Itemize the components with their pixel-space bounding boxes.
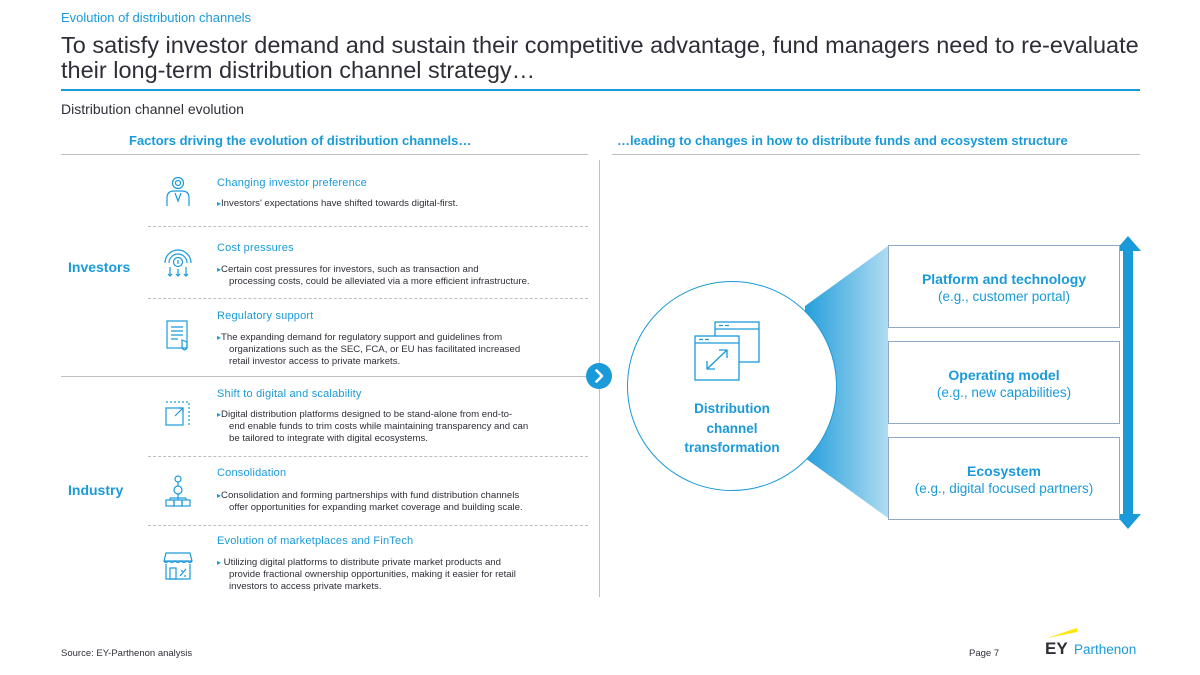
factor-title-regulatory-support: Regulatory support: [217, 310, 314, 322]
group-label-industry: Industry: [68, 482, 124, 498]
regulatory-document-icon: [161, 318, 195, 352]
group-divider: [61, 376, 588, 377]
transformation-icon: [693, 320, 763, 384]
factor-separator: [148, 298, 588, 299]
left-heading-rule: [61, 154, 588, 155]
scalability-icon: [161, 396, 195, 430]
cost-pressure-icon: [161, 245, 195, 279]
right-column-heading: …leading to changes in how to distribute funds and ecosystem structure: [617, 133, 1068, 148]
outcome-box-operating-model: Operating model (e.g., new capabilities): [888, 341, 1120, 424]
logo-beam-icon: [1047, 628, 1077, 638]
outcome-box-platform: Platform and technology (e.g., customer portal): [888, 245, 1120, 328]
factor-separator: [148, 226, 588, 227]
factor-separator: [148, 456, 588, 457]
factor-text-consolidation: ▸Consolidation and forming partnerships with fund distribution channels offer opportunities for expanding market coverage and building scale.: [217, 490, 523, 513]
factor-title-digital-scalability: Shift to digital and scalability: [217, 388, 362, 400]
group-label-investors: Investors: [68, 259, 131, 275]
source-note: Source: EY-Parthenon analysis: [61, 648, 193, 659]
factor-title-marketplaces-fintech: Evolution of marketplaces and FinTech: [217, 535, 414, 547]
investor-icon: [161, 174, 195, 208]
page-number: Page 7: [969, 648, 1000, 659]
factor-text-cost-pressures: ▸Certain cost pressures for investors, such as transaction and processing costs, could be alleviated via a more efficient infrastructure.: [217, 264, 530, 287]
section-kicker: Evolution of distribution channels: [61, 10, 252, 25]
factor-title-investor-preference: Changing investor preference: [217, 177, 367, 189]
circle-label: Distribution channel transformation: [684, 401, 780, 455]
ey-parthenon-logo: EY Parthenon: [1045, 628, 1145, 658]
transformation-circle: [627, 281, 837, 491]
factor-title-cost-pressures: Cost pressures: [217, 242, 294, 254]
factor-text-digital-scalability: ▸Digital distribution platforms designed to be stand-alone from end-to- end enable funds to trim costs while maintaining transparency and can be tailored to integrate with digital ecosystems.: [217, 409, 529, 444]
outcome-box-ecosystem: Ecosystem (e.g., digital focused partners): [888, 437, 1120, 520]
page-title: To satisfy investor demand and sustain their competitive advantage, fund managers need to re-evaluate their long-term distribution channel strategy…: [61, 32, 1139, 83]
right-heading-rule: [612, 154, 1140, 155]
left-column-heading: Factors driving the evolution of distribution channels…: [129, 133, 472, 148]
marketplace-icon: [161, 549, 195, 583]
title-divider: [61, 89, 1140, 91]
factor-text-investor-preference: ▸Investors' expectations have shifted towards digital-first.: [217, 198, 459, 209]
consolidation-icon: [161, 474, 195, 508]
factor-title-consolidation: Consolidation: [217, 467, 287, 479]
factor-text-marketplaces-fintech: ▸ Utilizing digital platforms to distribute private market products and provide fractional ownership opportunities, making it easier for retail investors to access private markets.: [217, 557, 516, 592]
factor-separator: [148, 525, 588, 526]
factor-text-regulatory-support: ▸The expanding demand for regulatory support and guidelines from organizations such as the SEC, FCA, or EU has facilitated increased retail investor access to private markets.: [217, 332, 521, 367]
page-subtitle: Distribution channel evolution: [61, 101, 244, 117]
